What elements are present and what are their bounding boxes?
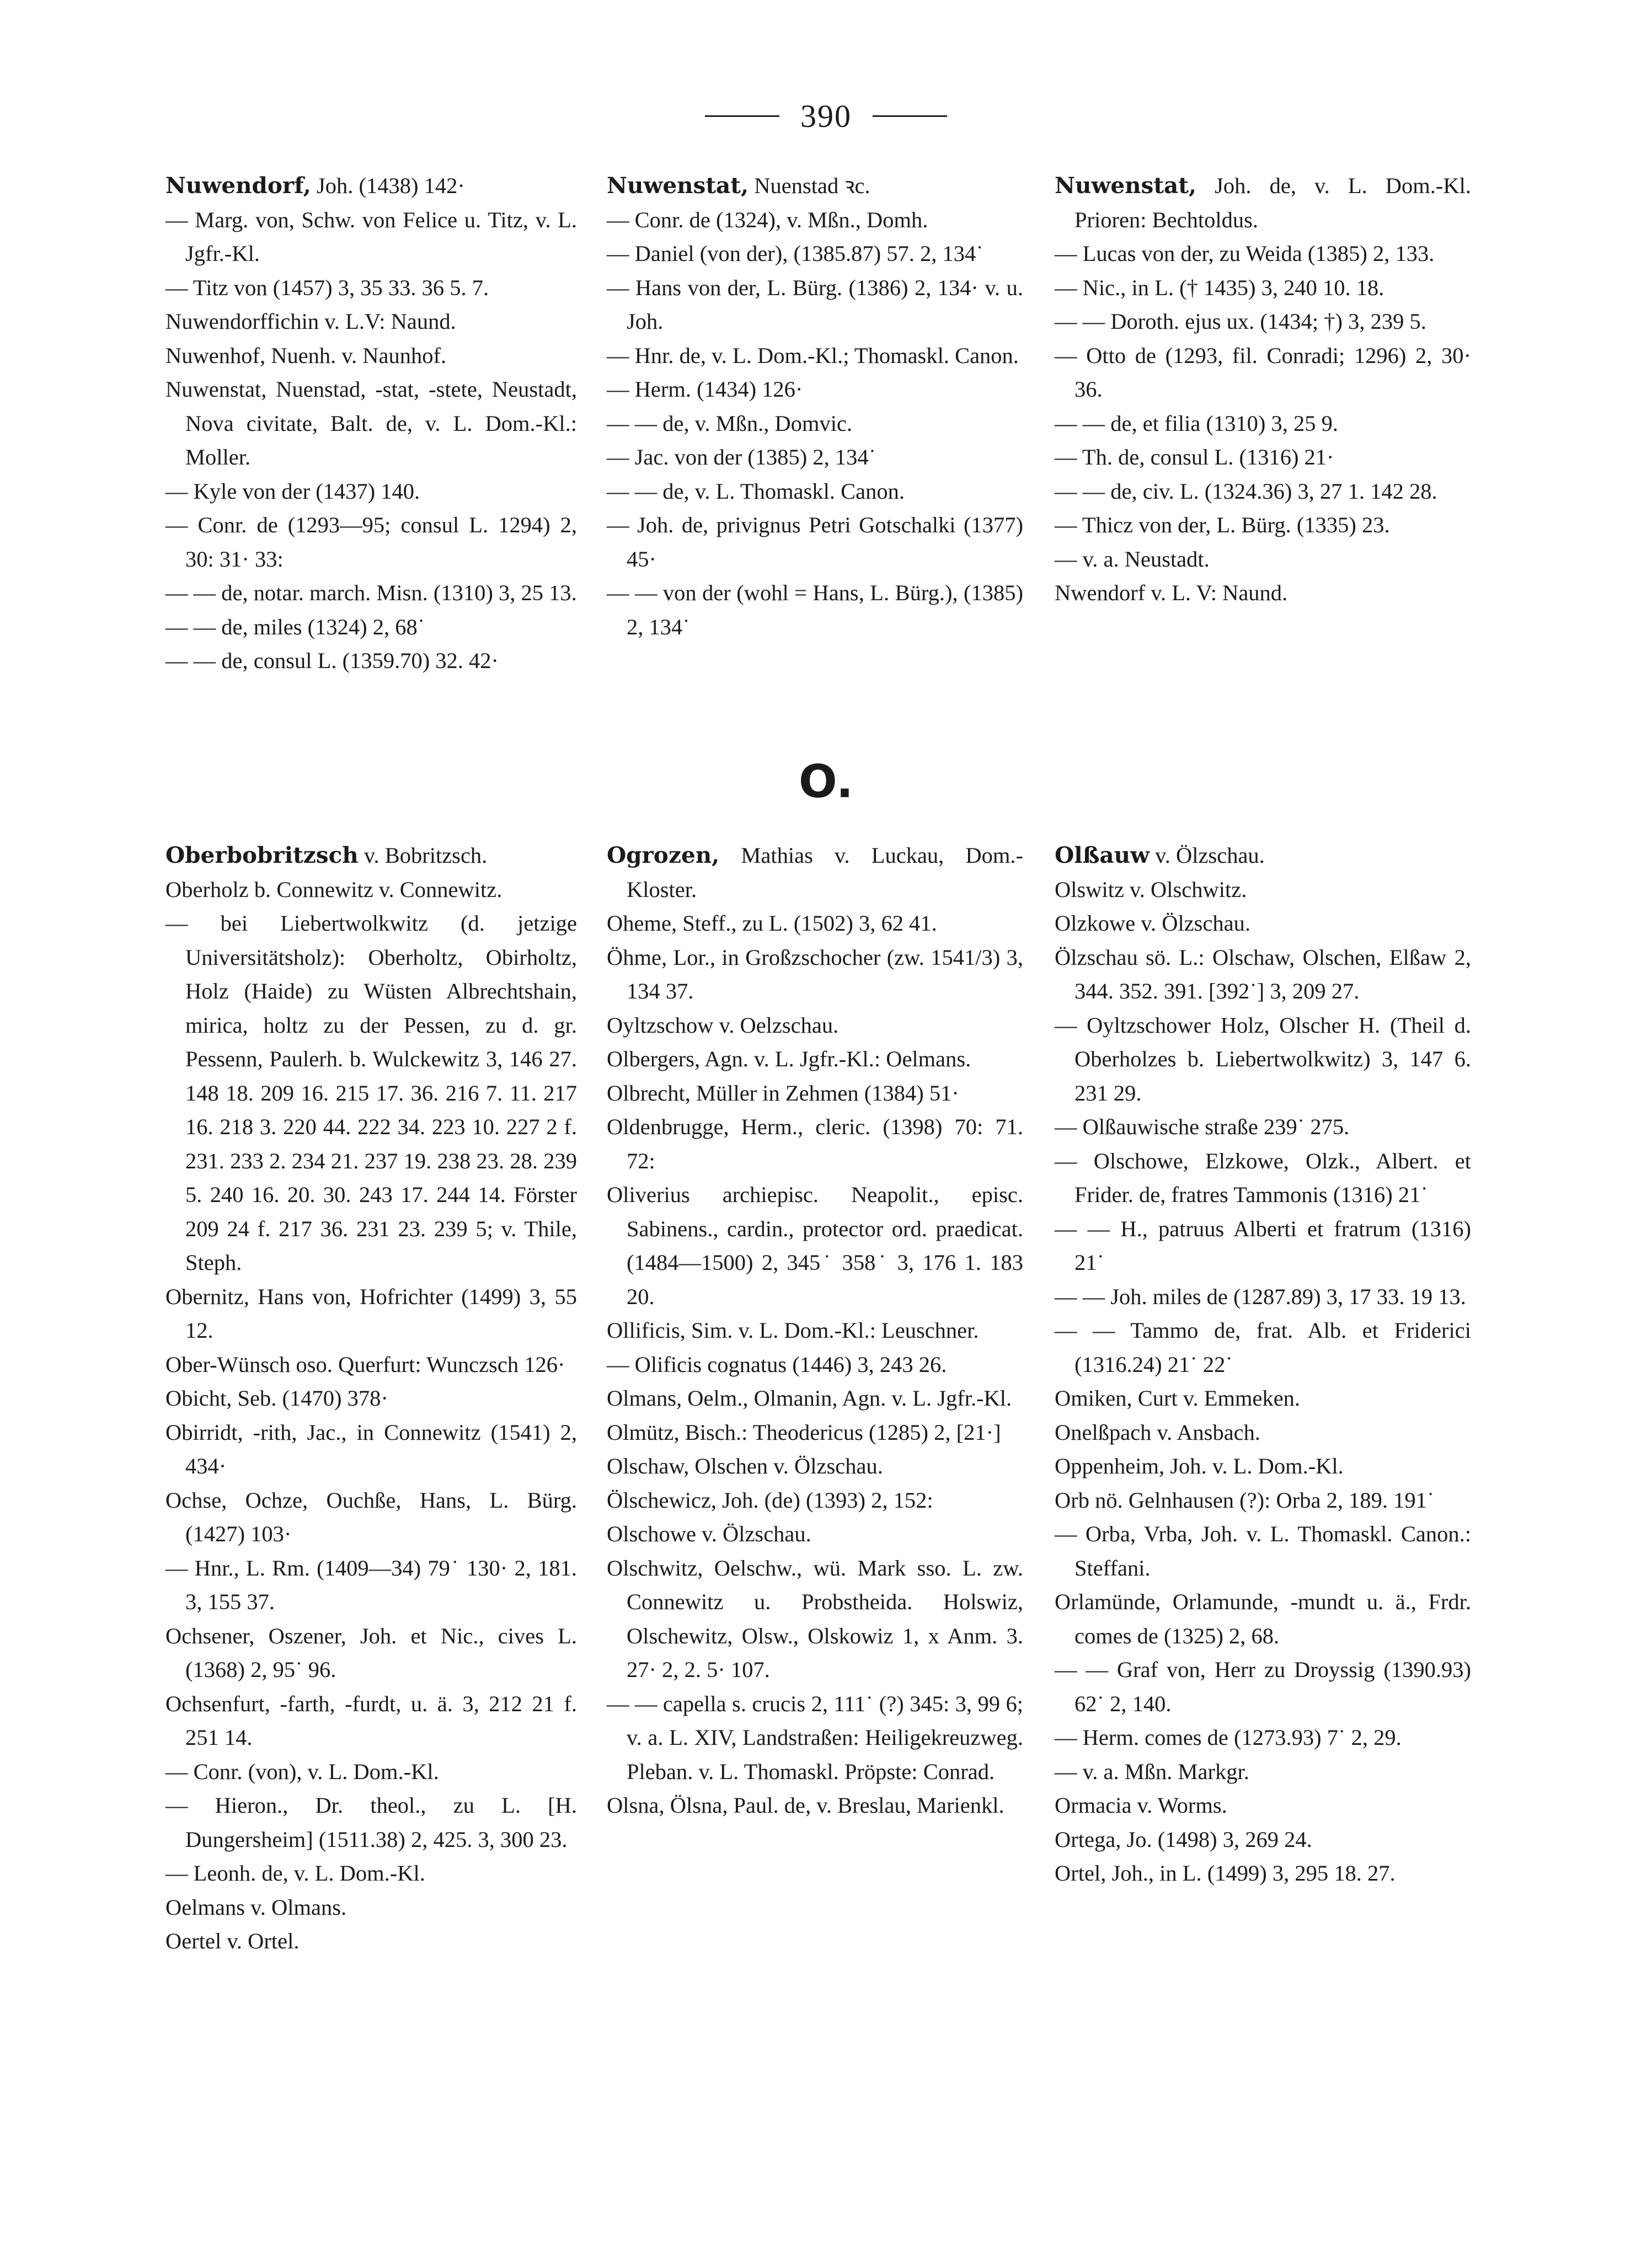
- entry-text: Nuwenstat, Nuenstad, -stat, -stete, Neustadt, Nova civitate, Balt. de, v. L. Dom.-Kl.: Moller.: [165, 377, 577, 469]
- entry-text: — — Graf von, Herr zu Droyssig (1390.93) 62˙ 2, 140.: [1055, 1657, 1471, 1716]
- entry-text: Olschowe v. Ölzschau.: [607, 1521, 811, 1546]
- entry-text: Nuenstad ꝛc.: [749, 173, 870, 198]
- page-header: [0, 94, 1652, 138]
- entry-text: Olschwitz, Oelschw., wü. Mark sso. L. zw. Connewitz u. Probstheida. Holswiz, Olschewitz, Olsw., Olskowiz 1, x Anm. 3. 27· 2, 2. 5· 107.: [607, 1555, 1023, 1682]
- entry-text: v. Bobritzsch.: [358, 843, 488, 868]
- index-entry: [165, 1416, 577, 1483]
- index-entry: [165, 474, 577, 509]
- entry-text: Oberholz b. Connewitz v. Connewitz.: [165, 877, 502, 902]
- index-entry: [1055, 1212, 1471, 1280]
- index-entry: [607, 271, 1023, 339]
- entry-text: Ochse, Ochze, Ouchße, Hans, L. Bürg. (1427) 103·: [165, 1487, 577, 1546]
- index-entry: [1055, 873, 1471, 907]
- index-entry: [607, 1416, 1023, 1450]
- index-column-3-top: [1055, 169, 1471, 610]
- index-entry: [607, 1483, 1023, 1518]
- entry-text: v. Ölzschau.: [1150, 843, 1265, 868]
- index-entry: [165, 1788, 577, 1856]
- index-entry: [607, 906, 1023, 941]
- entry-text: — Otto de (1293, fil. Conradi; 1296) 2, 30· 36.: [1055, 343, 1471, 402]
- entry-text: — Hans von der, L. Bürg. (1386) 2, 134· v. u. Joh.: [607, 275, 1023, 334]
- entry-text: Oppenheim, Joh. v. L. Dom.-Kl.: [1055, 1454, 1344, 1478]
- index-entry: [165, 372, 577, 474]
- entry-text: — — Tammo de, frat. Alb. et Friderici (1316.24) 21˙ 22˙: [1055, 1318, 1471, 1377]
- index-entry: [1055, 1483, 1471, 1518]
- index-entry: [1055, 1280, 1471, 1314]
- entry-text: — Hieron., Dr. theol., zu L. [H. Dungersheim] (1511.38) 2, 425. 3, 300 23.: [165, 1793, 577, 1852]
- entry-text: — Nic., in L. († 1435) 3, 240 10. 18.: [1055, 275, 1384, 300]
- header-rule-right: [873, 115, 947, 117]
- index-entry: [607, 1381, 1023, 1416]
- index-entry: [1055, 271, 1471, 305]
- index-entry: [1055, 1416, 1471, 1450]
- entry-text: Olbrecht, Müller in Zehmen (1384) 51·: [607, 1080, 959, 1106]
- index-entry: [165, 839, 577, 873]
- index-entry: [607, 372, 1023, 407]
- index-entry: [165, 1551, 577, 1619]
- index-entry: [165, 644, 577, 678]
- entry-text: — — Joh. miles de (1287.89) 3, 17 33. 19 13.: [1055, 1284, 1466, 1309]
- entry-text: — Orba, Vrba, Joh. v. L. Thomaskl. Canon.: Steffani.: [1055, 1521, 1471, 1580]
- entry-headword: Oberbobritzsch: [165, 842, 359, 868]
- entry-text: — Hnr., L. Rm. (1409—34) 79˙ 130· 2, 181. 3, 155 37.: [165, 1555, 577, 1614]
- entry-text: — Conr. de (1324), v. Mßn., Domh.: [607, 207, 928, 232]
- index-entry: [1055, 1144, 1471, 1212]
- index-entry: [165, 203, 577, 271]
- entry-text: Ochsenfurt, -farth, -furdt, u. ä. 3, 212 21 f. 251 14.: [165, 1691, 577, 1750]
- entry-text: Nuwenhof, Nuenh. v. Naunhof.: [165, 343, 447, 368]
- index-entry: [165, 1348, 577, 1382]
- index-entry: [1055, 941, 1471, 1008]
- section-letter: O.: [798, 756, 854, 808]
- entry-text: Oyltzschow v. Oelzschau.: [607, 1012, 839, 1038]
- index-entry: [1055, 1313, 1471, 1381]
- index-entry: [1055, 1721, 1471, 1755]
- index-entry: [607, 237, 1023, 271]
- entry-text: — Thicz von der, L. Bürg. (1335) 23.: [1055, 512, 1390, 537]
- index-entry: [607, 407, 1023, 441]
- entry-text: — — de, miles (1324) 2, 68˙: [165, 614, 425, 639]
- entry-text: Nuwendorffichin v. L.V: Naund.: [165, 309, 456, 334]
- entry-text: Oheme, Steff., zu L. (1502) 3, 62 41.: [607, 911, 937, 936]
- index-entry: [1055, 1788, 1471, 1823]
- index-entry: [607, 1449, 1023, 1483]
- entry-text: — — de, et filia (1310) 3, 25 9.: [1055, 410, 1339, 436]
- index-entry: [1055, 1856, 1471, 1890]
- entry-text: Olzkowe v. Ölzschau.: [1055, 911, 1251, 936]
- index-entry: [1055, 339, 1471, 407]
- index-entry: [165, 1856, 577, 1890]
- index-entry: [165, 1280, 577, 1348]
- entry-text: Omiken, Curt v. Emmeken.: [1055, 1386, 1301, 1411]
- entry-text: — — de, notar. march. Misn. (1310) 3, 25 13.: [165, 580, 577, 605]
- index-entry: [607, 1042, 1023, 1076]
- entry-text: — Leonh. de, v. L. Dom.-Kl.: [165, 1861, 425, 1886]
- entry-text: Ölzschau sö. L.: Olschaw, Olschen, Elßaw 2, 344. 352. 391. [392˙] 3, 209 27.: [1055, 944, 1471, 1003]
- index-entry: [607, 1110, 1023, 1178]
- index-entry: [165, 1755, 577, 1789]
- index-entry: [607, 1313, 1023, 1348]
- index-entry: [165, 508, 577, 576]
- index-entry: [1055, 508, 1471, 542]
- entry-text: — Jac. von der (1385) 2, 134˙: [607, 445, 876, 469]
- entry-text: Ölschewicz, Joh. (de) (1393) 2, 152:: [607, 1487, 933, 1513]
- index-entry: [1055, 839, 1471, 873]
- entry-text: — bei Liebertwolkwitz (d. jetzige Universitätsholz): Oberholtz, Obirholtz, Holz (Haide) zu Wüsten Albrechtshain, mirica, holtz zu der Pessen, zu d. gr. Pessenn, Paulerh. b. Wulckewitz 3, 146 27. 148 18. 209 16. 215 17. 36. 216 7. 11. 217 16. 218 3. 220 44. 222 34. 223 10. 227 2 f. 231. 233 2. 234 21. 237 19. 238 23. 28. 239 5. 240 16. 20. 30. 243 17. 244 14. Förster 209 24 f. 217 36. 231 23. 239 5; v. Thile, Steph.: [165, 911, 577, 1275]
- entry-text: Olswitz v. Olschwitz.: [1055, 877, 1247, 902]
- entry-text: — — de, v. Mßn., Domvic.: [607, 410, 853, 436]
- index-entry: [607, 203, 1023, 237]
- entry-text: Olmans, Oelm., Olmanin, Agn. v. L. Jgfr.-Kl.: [607, 1386, 1012, 1411]
- index-entry: [165, 1619, 577, 1687]
- index-entry: [1055, 1823, 1471, 1857]
- entry-text: Ortel, Joh., in L. (1499) 3, 295 18. 27.: [1055, 1861, 1396, 1886]
- index-column-3-bottom: [1055, 839, 1471, 1890]
- index-entry: [607, 839, 1023, 906]
- entry-text: — v. a. Mßn. Markgr.: [1055, 1759, 1249, 1784]
- entry-text: Orb nö. Gelnhausen (?): Orba 2, 189. 191˙: [1055, 1487, 1435, 1513]
- entry-text: Ober-Wünsch oso. Querfurt: Wunczsch 126·: [165, 1352, 565, 1377]
- entry-text: Obicht, Seb. (1470) 378·: [165, 1386, 388, 1411]
- entry-headword: Ogrozen,: [607, 842, 720, 868]
- index-entry: [607, 474, 1023, 509]
- entry-text: Oliverius archiepisc. Neapolit., episc. Sabinens., cardin., protector ord. praedicat. (1484—1500) 2, 345˙ 358˙ 3, 176 1. 183 20.: [607, 1182, 1023, 1309]
- index-entry: [607, 1788, 1023, 1823]
- entry-text: Olschaw, Olschen v. Ölzschau.: [607, 1454, 883, 1478]
- entry-text: — Daniel (von der), (1385.87) 57. 2, 134˙: [607, 241, 983, 266]
- entry-text: — — de, civ. L. (1324.36) 3, 27 1. 142 28.: [1055, 478, 1437, 504]
- entry-headword: Olßauw: [1055, 842, 1150, 868]
- index-entry: [607, 1076, 1023, 1110]
- entry-text: Olmütz, Bisch.: Theodericus (1285) 2, [21·]: [607, 1419, 1001, 1445]
- index-entry: [607, 1178, 1023, 1313]
- entry-text: Ortega, Jo. (1498) 3, 269 24.: [1055, 1827, 1312, 1852]
- index-entry: [1055, 1585, 1471, 1653]
- index-entry: [165, 169, 577, 203]
- entry-text: — Olßauwische straße 239˙ 275.: [1055, 1114, 1350, 1139]
- entry-text: Oelmans v. Olmans.: [165, 1894, 347, 1920]
- entry-text: — — von der (wohl = Hans, L. Bürg.), (1385) 2, 134˙: [607, 580, 1023, 639]
- entry-text: — v. a. Neustadt.: [1055, 546, 1210, 572]
- index-entry: [607, 941, 1023, 1008]
- entry-text: Öhme, Lor., in Großzschocher (zw. 1541/3) 3, 134 37.: [607, 944, 1023, 1003]
- entry-text: Obernitz, Hans von, Hofrichter (1499) 3, 55 12.: [165, 1284, 577, 1343]
- entry-text: Oertel v. Ortel.: [165, 1929, 300, 1953]
- index-entry: [607, 1687, 1023, 1789]
- entry-text: — — de, consul L. (1359.70) 32. 42·: [165, 648, 499, 673]
- entry-text: — Herm. (1434) 126·: [607, 377, 803, 402]
- entry-text: — — de, v. L. Thomaskl. Canon.: [607, 478, 905, 504]
- entry-text: — Herm. comes de (1273.93) 7˙ 2, 29.: [1055, 1725, 1402, 1750]
- entry-text: Olbergers, Agn. v. L. Jgfr.-Kl.: Oelmans.: [607, 1046, 971, 1071]
- index-entry: [1055, 576, 1471, 610]
- index-entry: [165, 1483, 577, 1551]
- index-entry: [165, 576, 577, 610]
- index-entry: [1055, 305, 1471, 339]
- index-entry: [165, 1890, 577, 1925]
- index-entry: [607, 508, 1023, 576]
- index-entry: [1055, 542, 1471, 576]
- entry-text: Orlamünde, Orlamunde, -mundt u. ä., Frdr. comes de (1325) 2, 68.: [1055, 1589, 1471, 1648]
- index-entry: [1055, 440, 1471, 474]
- entry-headword: Nuwenstat,: [1055, 172, 1197, 199]
- entry-text: — Olschowe, Elzkowe, Olzk., Albert. et Frider. de, fratres Tammonis (1316) 21˙: [1055, 1148, 1471, 1207]
- entry-text: Ochsener, Oszener, Joh. et Nic., cives L. (1368) 2, 95˙ 96.: [165, 1623, 577, 1682]
- entry-headword: Nuwenstat,: [607, 172, 749, 199]
- index-entry: [607, 440, 1023, 474]
- index-entry: [1055, 1110, 1471, 1144]
- index-entry: [165, 339, 577, 373]
- index-entry: [1055, 1517, 1471, 1585]
- index-entry: [607, 1551, 1023, 1687]
- index-entry: [165, 305, 577, 339]
- index-column-2-top: [607, 169, 1023, 644]
- entry-text: — Th. de, consul L. (1316) 21·: [1055, 445, 1334, 469]
- entry-text: Nwendorf v. L. V: Naund.: [1055, 580, 1288, 605]
- entry-text: Onelßpach v. Ansbach.: [1055, 1419, 1261, 1445]
- index-entry: [607, 1348, 1023, 1382]
- entry-text: — — H., patruus Alberti et fratrum (1316) 21˙: [1055, 1216, 1471, 1275]
- entry-text: Joh. de, v. L. Dom.-Kl. Prioren: Bechtoldus.: [1074, 173, 1471, 232]
- index-entry: [607, 169, 1023, 203]
- header-rule-left: [705, 115, 779, 117]
- entry-text: — Conr. (von), v. L. Dom.-Kl.: [165, 1759, 439, 1784]
- entry-text: Mathias v. Luckau, Dom.-Kloster.: [627, 843, 1023, 902]
- index-entry: [607, 1517, 1023, 1551]
- index-entry: [165, 906, 577, 1280]
- entry-text: — — Doroth. ejus ux. (1434; †) 3, 239 5.: [1055, 309, 1426, 334]
- index-column-2-bottom: [607, 839, 1023, 1823]
- index-entry: [607, 339, 1023, 373]
- entry-text: — Joh. de, privignus Petri Gotschalki (1377) 45·: [607, 512, 1023, 572]
- entry-text: — Kyle von der (1437) 140.: [165, 478, 420, 504]
- page-number: 390: [800, 98, 852, 134]
- index-entry: [165, 1381, 577, 1416]
- index-entry: [607, 1008, 1023, 1043]
- index-entry: [1055, 407, 1471, 441]
- index-entry: [1055, 1449, 1471, 1483]
- entry-headword: Nuwendorf,: [165, 172, 311, 199]
- index-entry: [1055, 474, 1471, 509]
- index-entry: [165, 610, 577, 644]
- entry-text: Obirridt, -rith, Jac., in Connewitz (1541) 2, 434·: [165, 1419, 577, 1478]
- index-entry: [1055, 237, 1471, 271]
- entry-text: — Titz von (1457) 3, 35 33. 36 5. 7.: [165, 275, 489, 300]
- entry-text: — Hnr. de, v. L. Dom.-Kl.; Thomaskl. Canon.: [607, 343, 1019, 368]
- index-entry: [165, 1687, 577, 1755]
- entry-text: — Marg. von, Schw. von Felice u. Titz, v. L. Jgfr.-Kl.: [165, 207, 577, 266]
- entry-text: — Conr. de (1293—95; consul L. 1294) 2, 30: 31· 33:: [165, 512, 577, 572]
- entry-text: Olsna, Ölsna, Paul. de, v. Breslau, Marienkl.: [607, 1793, 1004, 1818]
- index-entry: [1055, 1653, 1471, 1721]
- entry-text: — Lucas von der, zu Weida (1385) 2, 133.: [1055, 241, 1435, 266]
- entry-text: Oldenbrugge, Herm., cleric. (1398) 70: 71. 72:: [607, 1114, 1023, 1173]
- index-entry: [1055, 1381, 1471, 1416]
- entry-text: Joh. (1438) 142·: [311, 173, 465, 198]
- index-entry: [1055, 906, 1471, 941]
- entry-text: — Olificis cognatus (1446) 3, 243 26.: [607, 1352, 947, 1377]
- index-entry: [607, 576, 1023, 644]
- index-entry: [165, 271, 577, 305]
- index-entry: [1055, 169, 1471, 237]
- entry-text: — Oyltzschower Holz, Olscher H. (Theil d. Oberholzes b. Liebertwolkwitz) 3, 147 6. 231 29.: [1055, 1012, 1471, 1106]
- index-column-1-top: [165, 169, 577, 678]
- index-entry: [1055, 1755, 1471, 1789]
- entry-text: Ollificis, Sim. v. L. Dom.-Kl.: Leuschner.: [607, 1318, 979, 1343]
- index-entry: [1055, 1008, 1471, 1110]
- index-column-1-bottom: [165, 839, 577, 1958]
- index-entry: [165, 1924, 577, 1958]
- entry-text: — — capella s. crucis 2, 111˙ (?) 345: 3, 99 6; v. a. L. XIV, Landstraßen: Heiligekreuzweg. Pleban. v. L. Thomaskl. Pröpste: Conrad.: [607, 1691, 1023, 1784]
- entry-text: Ormacia v. Worms.: [1055, 1793, 1227, 1818]
- index-entry: [165, 873, 577, 907]
